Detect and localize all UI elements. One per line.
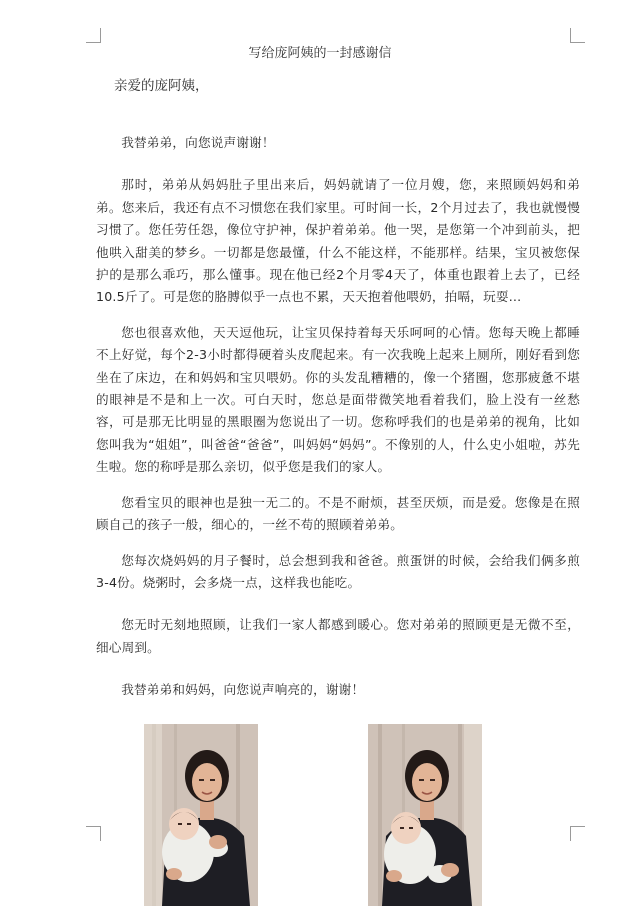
photo-woman-holding-baby (144, 724, 258, 906)
letter-body (96, 132, 580, 715)
paragraph: 我替弟弟和妈妈，向您说声响亮的，谢谢！ (121, 682, 365, 698)
crop-mark-bottom-left (86, 826, 101, 841)
letter-salutation: 亲爱的庞阿姨， (114, 78, 209, 94)
paragraph: 您无时无刻地照顾，让我们一家人都感到暖心。您对弟弟的照顾更是无微不至，细心周到。 (96, 617, 580, 655)
paragraph: 您看宝贝的眼神也是独一无二的。不是不耐烦，甚至厌烦，而是爱。您像是在照顾自己的孩子一般，细心的，一丝不苟的照顾着弟弟。 (96, 494, 580, 533)
paragraph: 您每次烧妈妈的月子餐时，总会想到我和爸爸。煎蛋饼的时候，会给我们俩多煎3-4份。烧粥时，会多烧一点，这样我也能吃。 (96, 552, 580, 590)
crop-mark-top-left (86, 28, 101, 43)
photo-woman-holding-baby (368, 724, 482, 906)
crop-mark-bottom-right (570, 826, 585, 841)
crop-mark-top-right (570, 28, 585, 43)
paragraph: 您也很喜欢他，天天逗他玩，让宝贝保持着每天乐呵呵的心情。您每天晚上都睡不上好觉，每个2-3小时都得硬着头皮爬起来。有一次我晚上起来上厕所，刚好看到您坐在了床边，在和妈妈和宝贝喂奶。你的头发乱糟糟的，像一个猪圈，您那疲惫不堪的眼神是不是和上一次。可白天时，您总是面带微笑地看着我们，脸上没有一丝愁容，可是那无比明显的黑眼圈为您说出了一切。您称呼我们的也是弟弟的视角，比如您叫我为“姐姐”，叫爸爸“爸爸”，叫妈妈“妈妈”。不像别的人，什么史小姐啦，苏先生啦。您的称呼是那么亲切，似乎您是我们的家人。 (96, 324, 580, 475)
photo-illustration (368, 724, 482, 906)
paragraph: 那时，弟弟从妈妈肚子里出来后，妈妈就请了一位月嫂，您，来照顾妈妈和弟弟。您来后，我还有点不习惯您在我们家里。可时间一长，2个月过去了，我也就慢慢习惯了。您任劳任怨，像位守护神，保护着弟弟。他一哭，是您第一个冲到前头，把他哄入甜美的梦乡。一切都是您最懂，什么不能这样，不能那样。结果，宝贝被您保护的是那么乖巧，那么懂事。现在他已经2个月零4天了，体重也跟着上去了，已经10.5斤了。可是您的胳膊似乎一点也不累，天天抱着他喂奶，拍嗝，玩耍… (96, 177, 580, 305)
letter-title: 写给庞阿姨的一封感谢信 (248, 46, 392, 61)
photo-illustration (144, 724, 258, 906)
paragraph: 我替弟弟，向您说声谢谢！ (121, 135, 275, 150)
